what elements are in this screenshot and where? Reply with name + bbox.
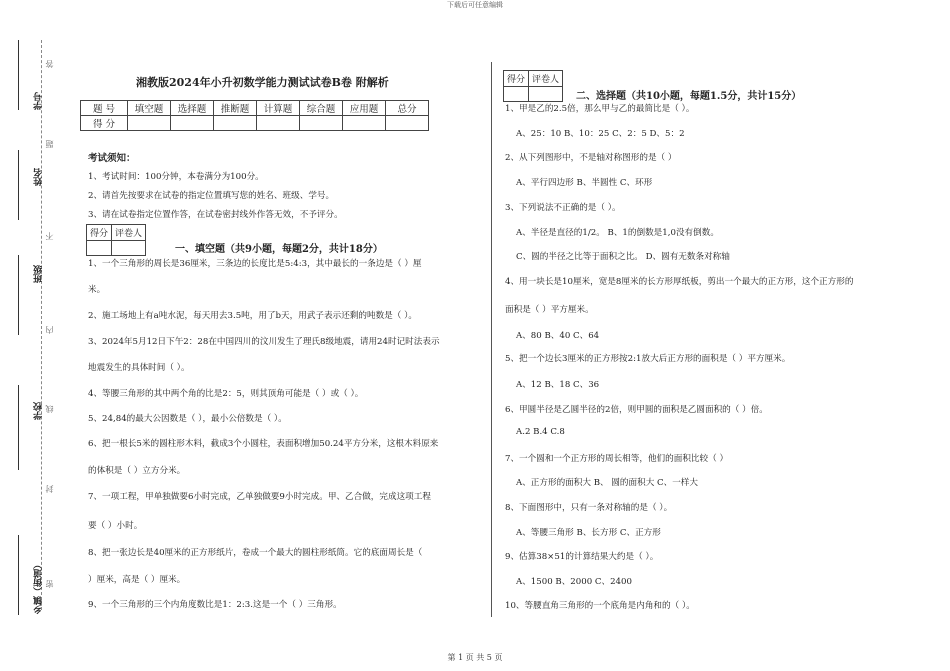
grader-label: 评卷人 <box>529 71 563 87</box>
score-table-cell: 选择题 <box>171 101 214 116</box>
score-table-cell: 计算题 <box>257 101 300 116</box>
column-divider <box>491 62 492 617</box>
question-line: 2、施工场地上有a吨水泥，每天用去3.5吨，用了b天，用武子表示还剩的吨数是（ ）。 <box>88 311 417 321</box>
score-input-cell[interactable] <box>343 116 386 131</box>
option-line: A、半径是直径的1/2。 B、1的倒数是1,0没有倒数。 <box>516 228 719 238</box>
page-footer: 第 1 页 共 5 页 <box>447 653 503 662</box>
margin-label-student-id: 学号 <box>34 92 44 110</box>
margin-char: 线 <box>45 405 54 413</box>
grader-score-cell[interactable] <box>87 241 112 256</box>
option-line: A、等腰三角形 B、长方形 C、正方形 <box>516 528 661 538</box>
margin-label-class: 班级 <box>34 265 44 283</box>
notice-item: 3、请在试卷指定位置作答，在试卷密封线外作答无效，不予评分。 <box>88 210 343 220</box>
score-table <box>80 100 429 131</box>
option-line: A.2 B.4 C.8 <box>516 427 565 437</box>
grader-label: 得分 <box>87 225 112 241</box>
question-line: 6、把一根长5米的圆柱形木料，截成3个小圆柱，表面积增加50.24平方分米，这根木料原来 <box>88 439 439 449</box>
grader-score-cell[interactable] <box>504 87 529 102</box>
score-table-cell: 应用题 <box>343 101 386 116</box>
option-line: A、25：10 B、10：25 C、2：5 D、5：2 <box>516 129 685 139</box>
question-line: 的体积是（ ）立方分米。 <box>88 466 186 476</box>
notice-item: 2、请首先按要求在试卷的指定位置填写您的姓名、班级、学号。 <box>88 191 335 201</box>
margin-label-name: 姓名 <box>34 168 44 186</box>
question-line: 3、下列说法不正确的是（ ）。 <box>505 203 621 213</box>
section-title-fill: 一、填空题（共9小题，每题2分，共计18分） <box>175 244 383 255</box>
score-input-cell[interactable] <box>128 116 171 131</box>
question-line: 7、一项工程，甲单独做要6小时完成，乙单独做要9小时完成。甲、乙合做，完成这项工程 <box>88 492 431 502</box>
option-line: A、80 B、40 C、64 <box>516 331 600 341</box>
question-line: 10、等腰直角三角形的一个底角是内角和的（ ）。 <box>505 601 695 611</box>
section-title-choice: 二、选择题（共10小题，每题1.5分，共计15分） <box>576 91 802 102</box>
question-line: ）厘米，高是（ ）厘米。 <box>88 575 186 585</box>
option-line: A、1500 B、2000 C、2400 <box>516 577 632 587</box>
question-line: 米。 <box>88 285 106 295</box>
question-line: 3、2024年5月12日下午2：28在中国四川的汶川发生了理氏8级地震，请用24时记时法表示 <box>88 337 440 347</box>
question-line: 1、一个三角形的周长是36厘米，三条边的长度比是5:4:3，其中最长的一条边是（ ）厘 <box>88 259 422 269</box>
score-table-cell: 得 分 <box>81 116 128 131</box>
margin-char: 答 <box>45 60 54 68</box>
grader-signer-cell[interactable] <box>112 241 146 256</box>
question-line: 6、甲圆半径是乙圆半径的2倍，则甲圆的面积是乙圆面积的（ ）倍。 <box>505 405 768 415</box>
question-line: 4、等腰三角形的其中两个角的比是2：5，则其顶角可能是（ ）或（ ）。 <box>88 389 364 399</box>
page-title: 湘教版2024年小升初数学能力测试试卷B卷 附解析 <box>136 76 389 89</box>
margin-char: 不 <box>45 232 54 240</box>
option-line: C、圆的半径之比等于面积之比。 D、圆有无数条对称轴 <box>516 252 730 262</box>
question-line: 4、用一块长是10厘米，宽是8厘米的长方形厚纸板，剪出一个最大的正方形，这个正方形的 <box>505 277 854 287</box>
grader-signer-cell[interactable] <box>529 87 563 102</box>
question-line: 2、从下列图形中，不是轴对称图形的是（ ） <box>505 153 677 163</box>
score-input-cell[interactable] <box>386 116 429 131</box>
score-table-cell: 推断题 <box>214 101 257 116</box>
student-id-underline <box>18 40 19 110</box>
question-line: 面积是（ ）平方厘米。 <box>505 305 594 315</box>
question-line: 地震发生的具体时间（ ）。 <box>88 363 190 373</box>
grader-label: 评卷人 <box>112 225 146 241</box>
margin-label-school: 学校 <box>34 402 44 420</box>
margin-char: 封 <box>45 485 54 493</box>
grader-box-2 <box>503 70 563 102</box>
grader-box-1 <box>86 224 146 256</box>
score-table-cell: 总分 <box>386 101 429 116</box>
score-input-cell[interactable] <box>171 116 214 131</box>
option-line: A、正方形的面积大 B、 圆的面积大 C、一样大 <box>516 478 698 488</box>
notice-heading: 考试须知： <box>88 153 136 164</box>
top-note: 下载后可任意编辑 <box>447 1 503 9</box>
score-table-cell: 填空题 <box>128 101 171 116</box>
school-underline <box>18 385 19 470</box>
score-table-score-row <box>81 116 429 131</box>
class-underline <box>18 255 19 335</box>
question-line: 7、一个圆和一个正方形的周长相等，他们的面积比较（ ） <box>505 454 729 464</box>
question-line: 5、把一个边长3厘米的正方形按2:1放大后正方形的面积是（ ）平方厘米。 <box>505 354 791 364</box>
score-input-cell[interactable] <box>214 116 257 131</box>
margin-label-town: 乡镇（街道） <box>34 560 44 614</box>
question-line: 要（ ）小时。 <box>88 521 143 531</box>
margin-char: 密 <box>45 580 54 588</box>
option-line: A、平行四边形 B、半圆性 C、环形 <box>516 178 653 188</box>
score-input-cell[interactable] <box>300 116 343 131</box>
question-line: 8、把一张边长是40厘米的正方形纸片，卷成一个最大的圆柱形纸筒。它的底面周长是（ <box>88 548 423 558</box>
seal-line <box>41 40 42 610</box>
question-line: 1、甲是乙的2.5倍，那么甲与乙的最简比是（ ）。 <box>505 104 695 114</box>
question-line: 9、估算38×51的计算结果大约是（ ）。 <box>505 552 659 562</box>
score-table-header-row <box>81 101 429 116</box>
notice-item: 1、考试时间：100分钟，本卷满分为100分。 <box>88 172 264 182</box>
margin-char: 内 <box>45 326 54 334</box>
town-underline <box>18 535 19 615</box>
score-input-cell[interactable] <box>257 116 300 131</box>
option-line: A、12 B、18 C、36 <box>516 380 600 390</box>
score-table-cell: 题 号 <box>81 101 128 116</box>
name-underline <box>18 150 19 220</box>
question-line: 9、一个三角形的三个内角度数比是1：2:3.这是一个（ ）三角形。 <box>88 600 342 610</box>
question-line: 5、24,84的最大公因数是（ ），最小公倍数是（ ）。 <box>88 414 287 424</box>
score-table-cell: 综合题 <box>300 101 343 116</box>
question-line: 8、下面图形中，只有一条对称轴的是（ ）。 <box>505 503 673 513</box>
grader-label: 得分 <box>504 71 529 87</box>
margin-char: 题 <box>45 140 54 148</box>
